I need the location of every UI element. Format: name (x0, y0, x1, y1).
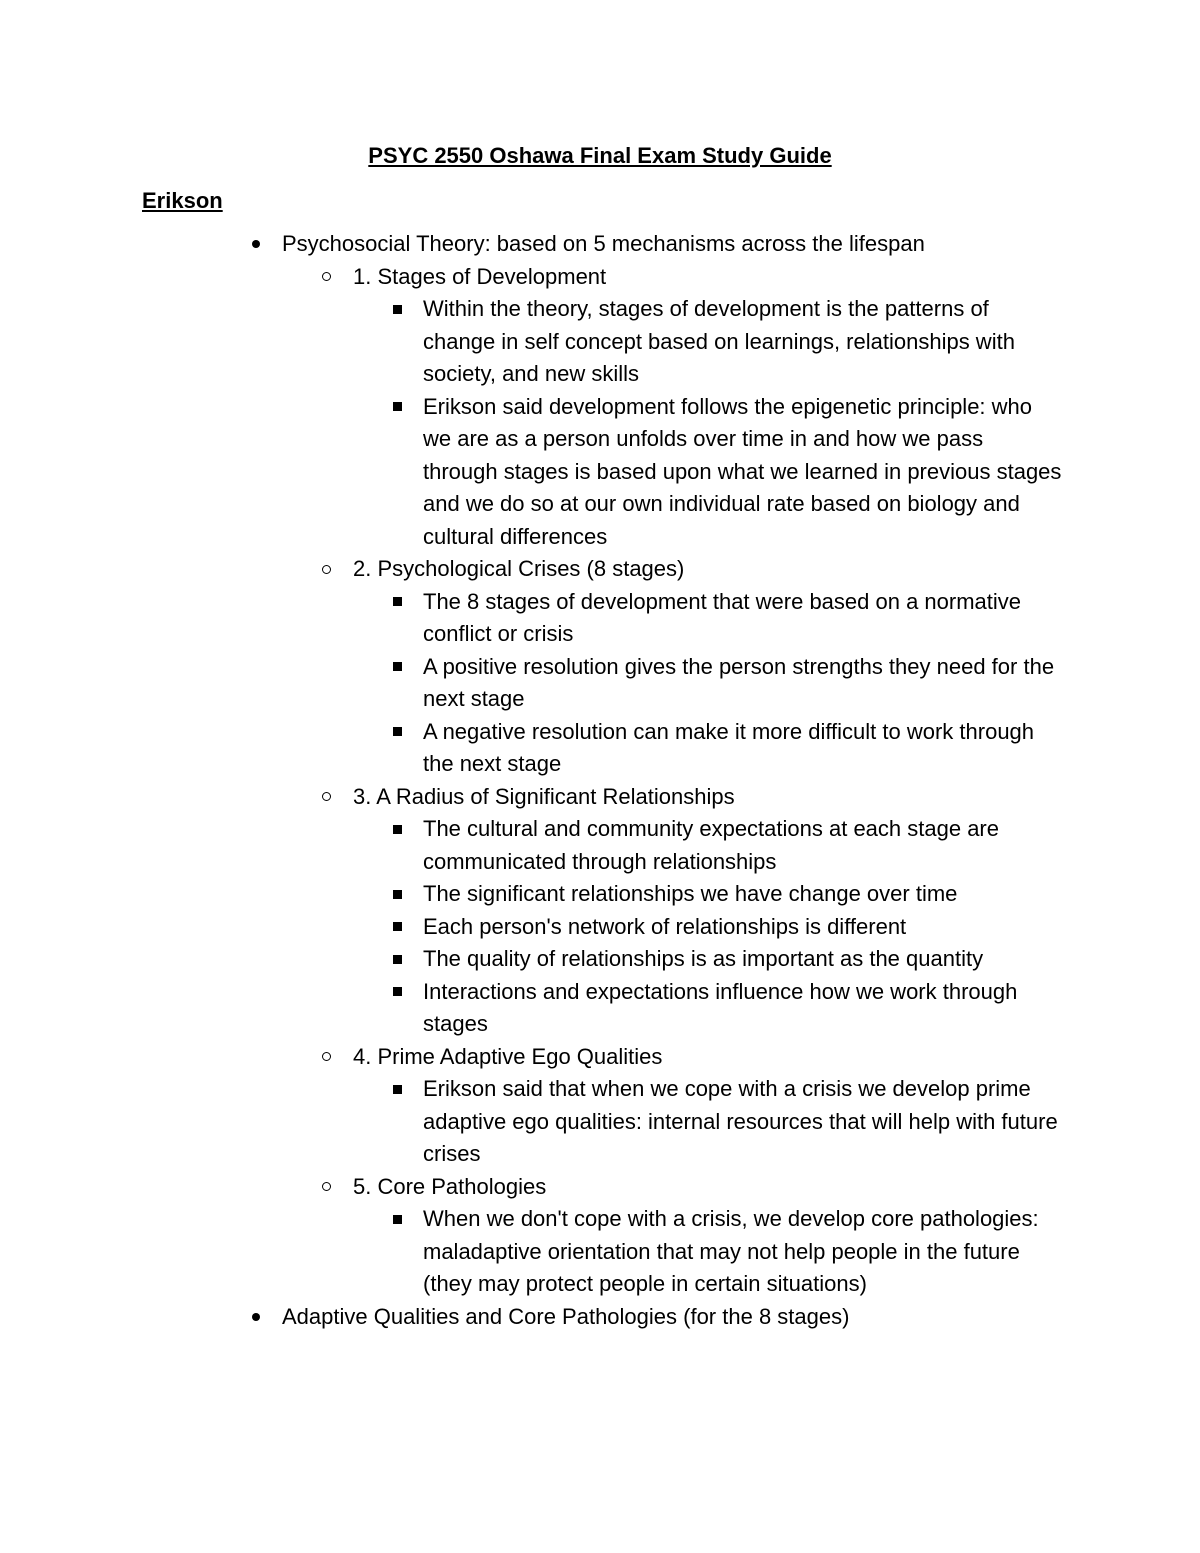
list-item-text: Interactions and expectations influence how we work through stages (423, 978, 1018, 1036)
list-item-text: 4. Prime Adaptive Ego Qualities (353, 1043, 663, 1069)
square-bullet-icon (387, 1073, 407, 1106)
list-item-text: 1. Stages of Development (353, 263, 607, 289)
list-item-text: The significant relationships we have change over time (423, 881, 958, 906)
list-item-text: A positive resolution gives the person strengths they need for the next stage (423, 653, 1055, 711)
list-item (0, 943, 1063, 976)
hollow-bullet-icon (316, 1041, 336, 1074)
section-heading-erikson: Erikson (142, 188, 223, 213)
list-item (0, 1301, 1082, 1334)
list-item (0, 1171, 1073, 1204)
list-item-text: Each person's network of relationships is different (423, 913, 907, 939)
square-bullet-icon (387, 293, 407, 326)
list-item (0, 293, 1063, 391)
square-bullet-icon (387, 716, 407, 749)
list-item-text: 2. Psychological Crises (8 stages) (353, 556, 685, 581)
hollow-bullet-icon (316, 261, 336, 294)
list-item (0, 586, 1063, 651)
list-item (0, 651, 1063, 716)
list-item (0, 228, 1082, 261)
list-item-text: Adaptive Qualities and Core Pathologies (for the 8 stages) (282, 1303, 850, 1329)
square-bullet-icon (387, 911, 407, 944)
list-item (0, 261, 1073, 294)
list-item-text: 3. A Radius of Significant Relationships (353, 783, 735, 809)
bulleted-outline (0, 228, 1200, 1333)
hollow-bullet-icon (316, 781, 336, 814)
list-item (0, 553, 1073, 586)
square-bullet-icon (387, 391, 407, 424)
list-item-text: A negative resolution can make it more difficult to work through the next stage (423, 718, 1035, 776)
filled-bullet-icon (246, 228, 266, 261)
list-item-text: The quality of relationships is as important as the quantity (423, 946, 984, 971)
list-item-text: Psychosocial Theory: based on 5 mechanisms across the lifespan (282, 231, 925, 256)
square-bullet-icon (387, 586, 407, 619)
list-item-text: 5. Core Pathologies (353, 1173, 547, 1199)
list-item (0, 1203, 1063, 1301)
list-item (0, 813, 1063, 878)
square-bullet-icon (387, 943, 407, 976)
list-item-text: The 8 stages of development that were based on a normative conflict or crisis (423, 588, 1022, 646)
square-bullet-icon (387, 1203, 407, 1236)
filled-bullet-icon (246, 1301, 266, 1334)
list-item (0, 1041, 1073, 1074)
list-item (0, 911, 1063, 944)
list-item-text: Within the theory, stages of development is the patterns of change in self concept based on learnings, relationships with society, and new skills (423, 296, 1015, 386)
list-item-text: Erikson said that when we cope with a crisis we develop prime adaptive ego qualities: internal resources that will help with future crises (423, 1076, 1058, 1166)
hollow-bullet-icon (316, 553, 336, 586)
square-bullet-icon (387, 651, 407, 684)
list-item-text: Erikson said development follows the epigenetic principle: who we are as a person unfolds over time in and how we pass through stages is based upon what we learned in previous stages and we do so at our own individual rate based on biology and cultural differences (423, 393, 1062, 549)
list-item (0, 878, 1063, 911)
list-item-text: When we don't cope with a crisis, we develop core pathologies: maladaptive orientation that may not help people in the future (they may protect people in certain situations) (423, 1206, 1039, 1296)
list-item (0, 1073, 1063, 1171)
square-bullet-icon (387, 813, 407, 846)
list-item (0, 391, 1063, 554)
square-bullet-icon (387, 878, 407, 911)
document-title: PSYC 2550 Oshawa Final Exam Study Guide (368, 143, 832, 168)
list-item-text: The cultural and community expectations at each stage are communicated through relationships (423, 816, 999, 874)
list-item (0, 716, 1063, 781)
square-bullet-icon (387, 976, 407, 1009)
list-item (0, 781, 1073, 814)
list-item (0, 976, 1063, 1041)
hollow-bullet-icon (316, 1171, 336, 1204)
